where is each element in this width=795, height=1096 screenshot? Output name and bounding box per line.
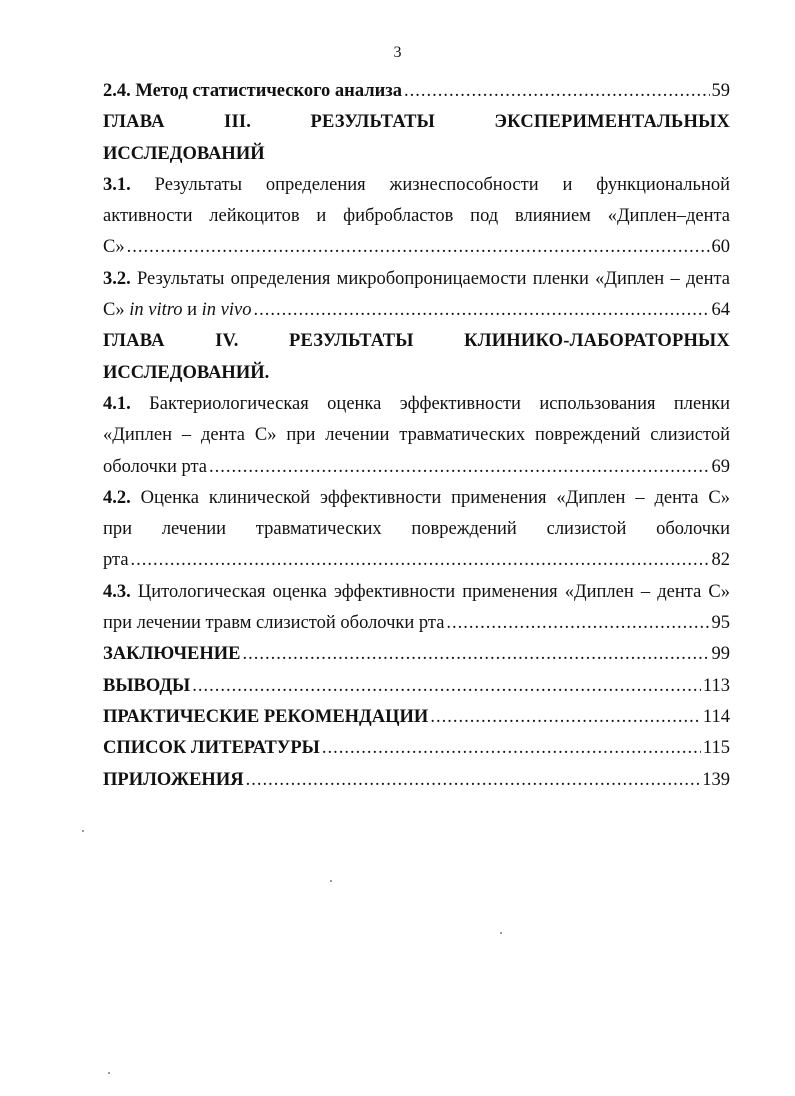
entry-line — [103, 389, 730, 420]
entry-line: при лечении травматических повреждений слизистой оболочки — [103, 519, 730, 540]
dot-leader — [430, 702, 701, 733]
entry-number: 4.2. — [103, 487, 131, 508]
entry-title: СПИСОК ЛИТЕРАТУРЫ — [103, 738, 320, 759]
toc-entry-2-4 — [103, 76, 730, 107]
scan-speck — [82, 830, 84, 832]
entry-italic: in vivo — [201, 300, 252, 321]
entry-page: 60 — [711, 237, 730, 258]
dot-leader — [253, 295, 709, 326]
dot-leader — [192, 671, 701, 702]
dot-leader — [404, 76, 710, 107]
entry-page: 64 — [711, 300, 730, 321]
chapter-title-line: ИССЛЕДОВАНИЙ — [103, 143, 265, 164]
scan-speck — [330, 880, 332, 882]
toc-entry-recommendations — [103, 702, 730, 733]
entry-page: 113 — [702, 675, 730, 696]
entry-number: 4.3. — [103, 581, 131, 602]
chapter-3-heading — [103, 107, 730, 170]
entry-conj: и — [187, 300, 198, 321]
toc-entry-4-1 — [103, 389, 730, 483]
entry-title: Метод статистического анализа — [135, 81, 402, 101]
dot-leader — [127, 232, 710, 263]
table-of-contents — [103, 76, 730, 796]
entry-title: Оценка клинической эффективности применения «Диплен – дента С» — [140, 487, 731, 508]
entry-line — [103, 452, 730, 483]
entry-line — [103, 232, 730, 263]
entry-title-end: С» — [103, 237, 125, 258]
scan-speck — [500, 932, 502, 934]
entry-page: 99 — [711, 644, 730, 665]
page-number: 3 — [393, 44, 402, 61]
entry-title: ПРАКТИЧЕСКИЕ РЕКОМЕНДАЦИИ — [103, 706, 429, 727]
entry-page: 114 — [702, 706, 730, 727]
toc-entry-conclusion — [103, 639, 730, 670]
chapter-title-line: ГЛАВА IV. РЕЗУЛЬТАТЫ КЛИНИКО-ЛАБОРАТОРНЫХ — [103, 331, 730, 352]
entry-line — [103, 483, 730, 514]
entry-line: активности лейкоцитов и фибробластов под влиянием «Диплен–дента — [103, 206, 730, 227]
entry-title: Результаты определения микробопроницаемости пленки «Диплен – дента — [137, 268, 730, 289]
chapter-4-heading — [103, 326, 730, 389]
toc-entry-4-3 — [103, 577, 730, 640]
entry-number: 2.4. — [103, 81, 131, 101]
toc-entry-findings — [103, 671, 730, 702]
entry-page: 82 — [711, 550, 730, 571]
dot-leader — [446, 608, 709, 639]
entry-line: «Диплен – дента С» при лечении травматических повреждений слизистой — [103, 425, 730, 446]
entry-page: 139 — [702, 769, 730, 790]
dot-leader — [322, 733, 701, 764]
chapter-title-line: ИССЛЕДОВАНИЙ. — [103, 362, 270, 383]
entry-title: Цитологическая оценка эффективности применения «Диплен – дента С» — [137, 581, 730, 602]
scan-speck — [108, 1072, 110, 1074]
entry-title: ЗАКЛЮЧЕНИЕ — [103, 644, 241, 665]
toc-entry-3-1 — [103, 170, 730, 264]
entry-title-end: оболочки рта — [103, 456, 208, 477]
entry-line — [103, 264, 730, 295]
entry-line — [103, 577, 730, 608]
entry-number: 4.1. — [103, 393, 131, 414]
entry-number: 3.1. — [103, 174, 131, 195]
entry-title-end: С» — [103, 300, 125, 321]
entry-line — [103, 608, 730, 639]
entry-number: 3.2. — [103, 268, 131, 289]
dot-leader — [209, 452, 709, 483]
entry-line — [103, 545, 730, 576]
chapter-title-line: ГЛАВА III. РЕЗУЛЬТАТЫ ЭКСПЕРИМЕНТАЛЬНЫХ — [103, 112, 730, 133]
entry-page: 115 — [702, 738, 730, 759]
entry-title: Результаты определения жизнеспособности и функциональной — [154, 174, 731, 195]
entry-title: ПРИЛОЖЕНИЯ — [103, 769, 244, 790]
entry-page: 69 — [711, 456, 730, 477]
toc-entry-appendices — [103, 765, 730, 796]
entry-italic: in vitro — [129, 300, 183, 321]
entry-title: Бактериологическая оценка эффективности использования пленки — [149, 393, 731, 414]
entry-title-end: при лечении травм слизистой оболочки рта — [103, 613, 445, 634]
entry-line — [103, 170, 730, 201]
entry-title: ВЫВОДЫ — [103, 675, 191, 696]
dot-leader — [243, 639, 710, 670]
entry-page: 95 — [711, 613, 730, 634]
toc-entry-3-2 — [103, 264, 730, 327]
toc-entry-4-2 — [103, 483, 730, 577]
entry-title-end: рта — [103, 550, 129, 571]
entry-page: 59 — [711, 81, 730, 101]
entry-line — [103, 295, 730, 326]
dot-leader — [131, 545, 710, 576]
toc-entry-literature — [103, 733, 730, 764]
dot-leader — [246, 765, 701, 796]
